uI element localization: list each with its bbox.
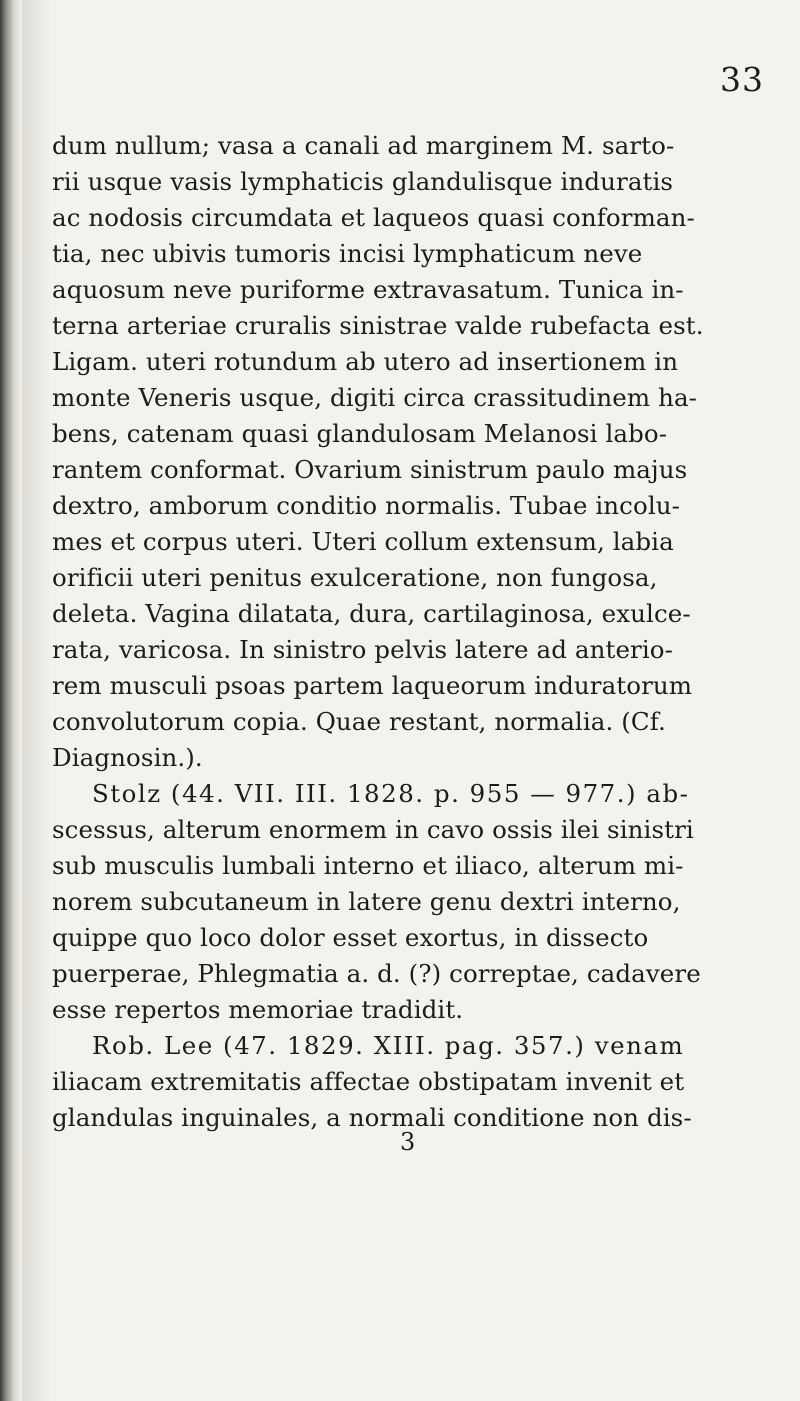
- text-line: rata, varicosa. In sinistro pelvis latere ad anterio-: [52, 635, 674, 664]
- text-line-paragraph-start: Stolz (44. VII. III. 1828. p. 955 — 977.) ab-: [92, 779, 690, 808]
- text-line: orificii uteri penitus exulceratione, non fungosa,: [52, 563, 658, 592]
- signature-mark: 3: [400, 1128, 416, 1156]
- text-line: mes et corpus uteri. Uteri collum extensum, labia: [52, 527, 674, 556]
- text-line: dextro, amborum conditio normalis. Tubae incolu-: [52, 491, 681, 520]
- text-line: monte Veneris usque, digiti circa crassitudinem ha-: [52, 383, 698, 412]
- text-line: rii usque vasis lymphaticis glandulisque induratis: [52, 167, 674, 196]
- text-line: deleta. Vagina dilatata, dura, cartilaginosa, exulce-: [52, 599, 691, 628]
- text-line: convolutorum copia. Quae restant, normalia. (Cf.: [52, 707, 666, 736]
- page-number: 33: [720, 60, 764, 99]
- text-line: Ligam. uteri rotundum ab utero ad insertionem in: [52, 347, 679, 376]
- text-line: ac nodosis circumdata et laqueos quasi conforman-: [52, 203, 695, 232]
- text-line: puerperae, Phlegmatia a. d. (?) correptae, cadavere: [52, 959, 701, 988]
- text-line: scessus, alterum enormem in cavo ossis ilei sinistri: [52, 815, 694, 844]
- text-line: aquosum neve puriforme extravasatum. Tunica in-: [52, 275, 684, 304]
- body-text: [52, 128, 762, 1136]
- text-line: esse repertos memoriae tradidit.: [52, 995, 464, 1024]
- text-line-paragraph-start: Rob. Lee (47. 1829. XIII. pag. 357.) venam: [92, 1031, 685, 1060]
- text-line: Diagnosin.).: [52, 743, 203, 772]
- gutter-shadow: [22, 0, 52, 1401]
- text-line: iliacam extremitatis affectae obstipatam invenit et: [52, 1067, 685, 1096]
- text-line: terna arteriae cruralis sinistrae valde rubefacta est.: [52, 311, 704, 340]
- text-line: sub musculis lumbali interno et iliaco, alterum mi-: [52, 851, 684, 880]
- text-line: glandulas inguinales, a normali conditione non dis-: [52, 1103, 692, 1132]
- text-line: rem musculi psoas partem laqueorum induratorum: [52, 671, 693, 700]
- text-line: bens, catenam quasi glandulosam Melanosi labo-: [52, 419, 668, 448]
- text-line: tia, nec ubivis tumoris incisi lymphaticum neve: [52, 239, 643, 268]
- text-line: norem subcutaneum in latere genu dextri interno,: [52, 887, 681, 916]
- scan-binding-edge: [0, 0, 22, 1401]
- text-line: rantem conformat. Ovarium sinistrum paulo majus: [52, 455, 688, 484]
- text-line: dum nullum; vasa a canali ad marginem M. sarto-: [52, 131, 675, 160]
- text-line: quippe quo loco dolor esset exortus, in dissecto: [52, 923, 649, 952]
